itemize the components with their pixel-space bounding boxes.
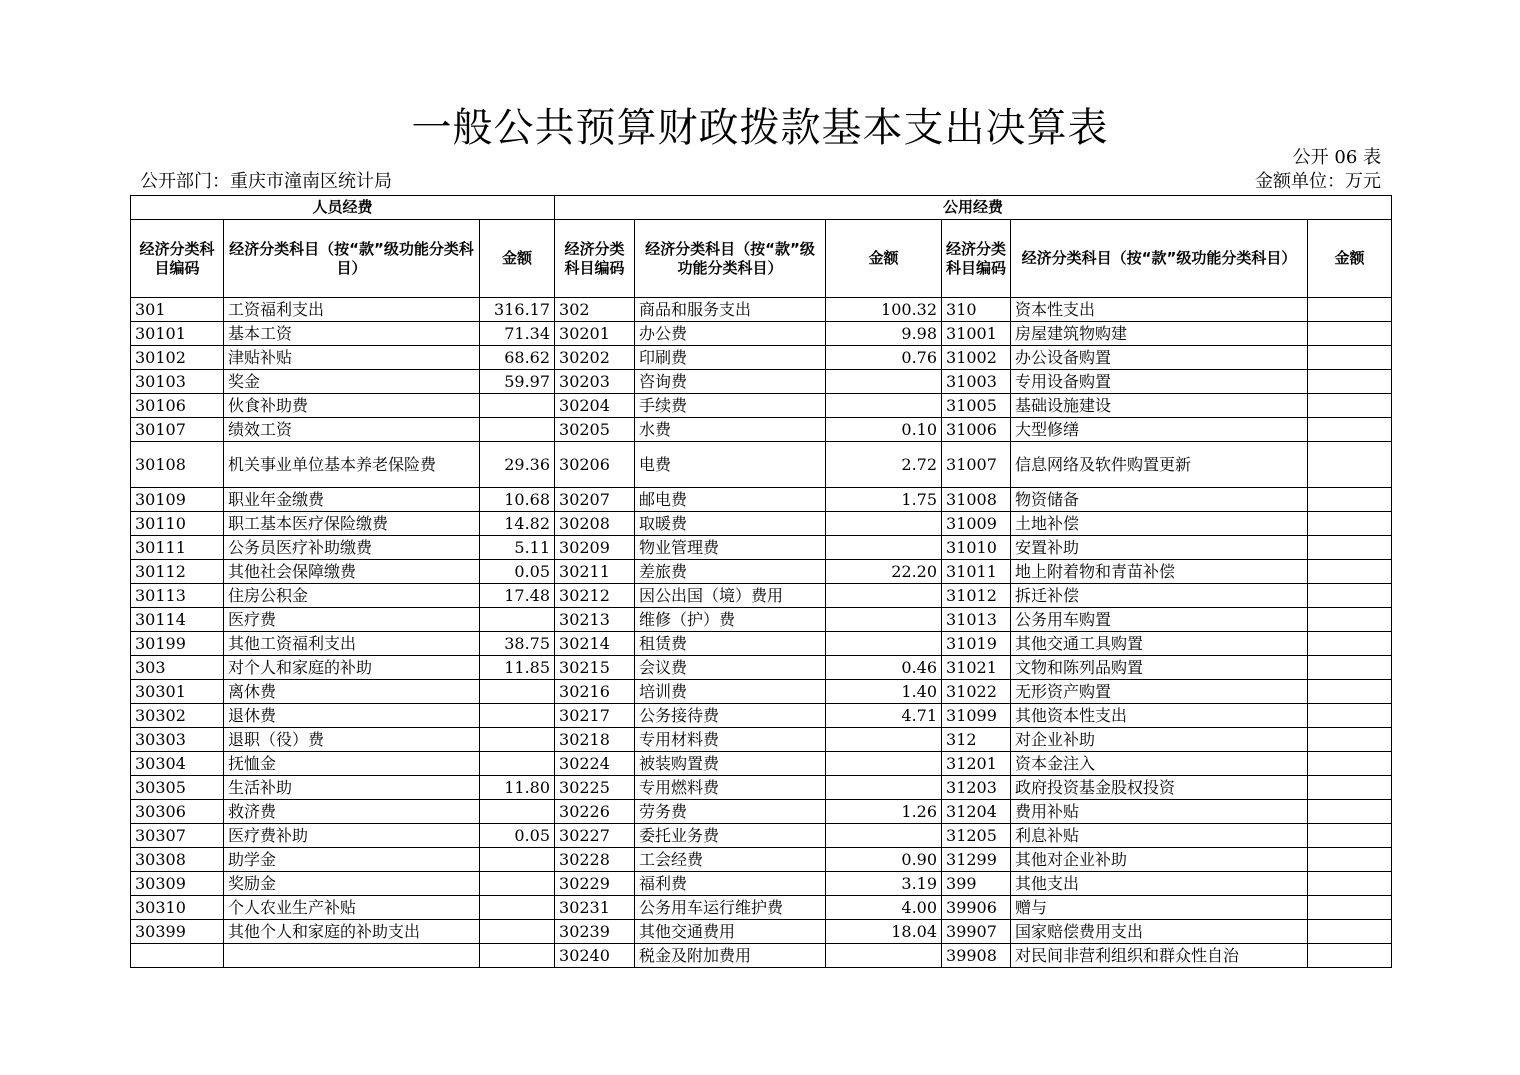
- cell-code: 30399: [131, 920, 224, 944]
- cell-code: 30215: [555, 656, 635, 680]
- cell-code: 30107: [131, 418, 224, 442]
- cell-amount: 71.34: [480, 322, 555, 346]
- cell-code: 30306: [131, 800, 224, 824]
- cell-code: 31011: [942, 560, 1011, 584]
- cell-amount: [1308, 394, 1392, 418]
- cell-amount: [1308, 632, 1392, 656]
- cell-amount: [826, 776, 942, 800]
- expenditure-table: [130, 195, 1392, 968]
- cell-amount: [1308, 656, 1392, 680]
- cell-name: 水费: [635, 418, 826, 442]
- column-header-name: 经济分类科目（按“款”级功能分类科目）: [224, 220, 480, 298]
- table-row: [131, 800, 1392, 824]
- table-row: [131, 536, 1392, 560]
- cell-amount: 29.36: [480, 442, 555, 488]
- cell-name: 医疗费: [224, 608, 480, 632]
- cell-code: 31099: [942, 704, 1011, 728]
- cell-name: 物资储备: [1011, 488, 1308, 512]
- cell-amount: [1308, 944, 1392, 968]
- cell-name: 基础设施建设: [1011, 394, 1308, 418]
- cell-code: 30307: [131, 824, 224, 848]
- table-row: [131, 298, 1392, 322]
- cell-name: 地上附着物和青苗补偿: [1011, 560, 1308, 584]
- cell-code: 30103: [131, 370, 224, 394]
- cell-name: 工资福利支出: [224, 298, 480, 322]
- cell-amount: [1308, 848, 1392, 872]
- cell-name: 办公费: [635, 322, 826, 346]
- cell-amount: 11.80: [480, 776, 555, 800]
- cell-amount: [826, 512, 942, 536]
- cell-amount: 9.98: [826, 322, 942, 346]
- cell-name: 伙食补助费: [224, 394, 480, 418]
- cell-amount: [1308, 560, 1392, 584]
- cell-name: 其他交通费用: [635, 920, 826, 944]
- cell-name: 其他工资福利支出: [224, 632, 480, 656]
- cell-name: 土地补偿: [1011, 512, 1308, 536]
- cell-code: 31007: [942, 442, 1011, 488]
- cell-name: 费用补贴: [1011, 800, 1308, 824]
- cell-amount: [1308, 704, 1392, 728]
- cell-name: 无形资产购置: [1011, 680, 1308, 704]
- cell-amount: [1308, 680, 1392, 704]
- cell-amount: 316.17: [480, 298, 555, 322]
- cell-amount: 0.46: [826, 656, 942, 680]
- cell-amount: [1308, 322, 1392, 346]
- cell-name: 房屋建筑物购建: [1011, 322, 1308, 346]
- cell-name: 物业管理费: [635, 536, 826, 560]
- cell-code: 31005: [942, 394, 1011, 418]
- cell-name: 文物和陈列品购置: [1011, 656, 1308, 680]
- cell-code: 30231: [555, 896, 635, 920]
- table-body: [131, 298, 1392, 968]
- table-row: [131, 394, 1392, 418]
- cell-name: 邮电费: [635, 488, 826, 512]
- cell-code: 30213: [555, 608, 635, 632]
- cell-name: 住房公积金: [224, 584, 480, 608]
- cell-code: 30204: [555, 394, 635, 418]
- cell-code: 30201: [555, 322, 635, 346]
- cell-amount: [1308, 920, 1392, 944]
- cell-code: 399: [942, 872, 1011, 896]
- cell-amount: 0.10: [826, 418, 942, 442]
- cell-name: 国家赔偿费用支出: [1011, 920, 1308, 944]
- cell-amount: [1308, 776, 1392, 800]
- cell-code: 301: [131, 298, 224, 322]
- cell-amount: [480, 608, 555, 632]
- cell-amount: 22.20: [826, 560, 942, 584]
- table-row: [131, 872, 1392, 896]
- cell-code: 31012: [942, 584, 1011, 608]
- cell-code: 30309: [131, 872, 224, 896]
- column-header-code: 经济分类科目编码: [555, 220, 635, 298]
- cell-amount: 3.19: [826, 872, 942, 896]
- cell-code: 30239: [555, 920, 635, 944]
- cell-amount: 0.05: [480, 560, 555, 584]
- table-row: [131, 752, 1392, 776]
- cell-amount: [480, 728, 555, 752]
- cell-name: 福利费: [635, 872, 826, 896]
- cell-name: 公务用车运行维护费: [635, 896, 826, 920]
- cell-amount: 0.90: [826, 848, 942, 872]
- table-row: [131, 944, 1392, 968]
- cell-code: 30226: [555, 800, 635, 824]
- cell-code: 30224: [555, 752, 635, 776]
- cell-name: 对个人和家庭的补助: [224, 656, 480, 680]
- cell-name: 政府投资基金股权投资: [1011, 776, 1308, 800]
- cell-code: 30310: [131, 896, 224, 920]
- cell-amount: [826, 824, 942, 848]
- cell-amount: [826, 728, 942, 752]
- cell-name: 电费: [635, 442, 826, 488]
- cell-name: 退休费: [224, 704, 480, 728]
- cell-code: 30205: [555, 418, 635, 442]
- cell-code: 31003: [942, 370, 1011, 394]
- cell-code: 30206: [555, 442, 635, 488]
- column-header-name: 经济分类科目（按“款”级功能分类科目）: [635, 220, 826, 298]
- column-header-amount: 金额: [1308, 220, 1392, 298]
- cell-code: 30227: [555, 824, 635, 848]
- cell-code: 302: [555, 298, 635, 322]
- cell-code: 31001: [942, 322, 1011, 346]
- cell-code: 303: [131, 656, 224, 680]
- table-row: [131, 680, 1392, 704]
- cell-amount: [1308, 370, 1392, 394]
- cell-name: 其他社会保障缴费: [224, 560, 480, 584]
- cell-code: 30301: [131, 680, 224, 704]
- table-row: [131, 584, 1392, 608]
- cell-amount: [1308, 488, 1392, 512]
- cell-amount: [480, 418, 555, 442]
- cell-code: 30225: [555, 776, 635, 800]
- cell-code: 30111: [131, 536, 224, 560]
- cell-code: 39906: [942, 896, 1011, 920]
- cell-amount: [480, 800, 555, 824]
- cell-name: 津贴补贴: [224, 346, 480, 370]
- page-title: 一般公共预算财政拨款基本支出决算表: [411, 105, 1109, 151]
- cell-amount: [826, 584, 942, 608]
- table-row: [131, 632, 1392, 656]
- cell-amount: [1308, 752, 1392, 776]
- table-row: [131, 322, 1392, 346]
- cell-amount: 11.85: [480, 656, 555, 680]
- table-row: [131, 442, 1392, 488]
- cell-amount: [826, 944, 942, 968]
- cell-amount: [480, 944, 555, 968]
- cell-name: 职业年金缴费: [224, 488, 480, 512]
- cell-amount: 68.62: [480, 346, 555, 370]
- cell-name: 会议费: [635, 656, 826, 680]
- cell-name: 资本金注入: [1011, 752, 1308, 776]
- unit-label: 金额单位：万元: [1255, 171, 1381, 192]
- cell-code: 31021: [942, 656, 1011, 680]
- column-header-code: 经济分类科目编码: [131, 220, 224, 298]
- cell-amount: [826, 632, 942, 656]
- cell-amount: 1.75: [826, 488, 942, 512]
- cell-code: 30199: [131, 632, 224, 656]
- cell-amount: [480, 680, 555, 704]
- cell-amount: 0.76: [826, 346, 942, 370]
- table-row: [131, 512, 1392, 536]
- column-header-name: 经济分类科目（按“款”级功能分类科目）: [1011, 220, 1308, 298]
- table-row: [131, 704, 1392, 728]
- cell-code: 30102: [131, 346, 224, 370]
- cell-name: 医疗费补助: [224, 824, 480, 848]
- cell-name: 基本工资: [224, 322, 480, 346]
- cell-amount: [480, 872, 555, 896]
- cell-code: 31204: [942, 800, 1011, 824]
- cell-amount: 17.48: [480, 584, 555, 608]
- cell-code: [131, 944, 224, 968]
- cell-name: 专用材料费: [635, 728, 826, 752]
- cell-amount: [826, 370, 942, 394]
- cell-amount: 18.04: [826, 920, 942, 944]
- cell-code: 31299: [942, 848, 1011, 872]
- cell-name: 差旅费: [635, 560, 826, 584]
- cell-name: 信息网络及软件购置更新: [1011, 442, 1308, 488]
- cell-name: 税金及附加费用: [635, 944, 826, 968]
- cell-code: 31010: [942, 536, 1011, 560]
- cell-name: 专用燃料费: [635, 776, 826, 800]
- cell-name: 拆迁补偿: [1011, 584, 1308, 608]
- cell-code: 30229: [555, 872, 635, 896]
- cell-amount: [1308, 824, 1392, 848]
- cell-amount: 4.71: [826, 704, 942, 728]
- column-header-amount: 金额: [826, 220, 942, 298]
- cell-amount: 38.75: [480, 632, 555, 656]
- cell-amount: [826, 752, 942, 776]
- cell-name: 公务接待费: [635, 704, 826, 728]
- cell-code: 30106: [131, 394, 224, 418]
- group-header-personnel: 人员经费: [131, 196, 555, 220]
- cell-code: 310: [942, 298, 1011, 322]
- table-row: [131, 346, 1392, 370]
- cell-name: 职工基本医疗保险缴费: [224, 512, 480, 536]
- cell-name: 办公设备购置: [1011, 346, 1308, 370]
- cell-name: 公务员医疗补助缴费: [224, 536, 480, 560]
- cell-amount: 100.32: [826, 298, 942, 322]
- cell-name: 手续费: [635, 394, 826, 418]
- cell-code: 30304: [131, 752, 224, 776]
- cell-amount: [480, 394, 555, 418]
- cell-name: 资本性支出: [1011, 298, 1308, 322]
- cell-name: 机关事业单位基本养老保险费: [224, 442, 480, 488]
- department-label: 公开部门：重庆市潼南区统计局: [140, 171, 392, 192]
- cell-name: 绩效工资: [224, 418, 480, 442]
- cell-name: 取暖费: [635, 512, 826, 536]
- table-row: [131, 824, 1392, 848]
- cell-code: 30203: [555, 370, 635, 394]
- cell-name: 工会经费: [635, 848, 826, 872]
- cell-name: 退职（役）费: [224, 728, 480, 752]
- cell-code: 30211: [555, 560, 635, 584]
- cell-amount: [1308, 800, 1392, 824]
- table-row: [131, 560, 1392, 584]
- table-row: [131, 896, 1392, 920]
- cell-code: 30112: [131, 560, 224, 584]
- cell-name: [224, 944, 480, 968]
- cell-name: 其他交通工具购置: [1011, 632, 1308, 656]
- cell-code: 30212: [555, 584, 635, 608]
- cell-name: 咨询费: [635, 370, 826, 394]
- cell-name: 利息补贴: [1011, 824, 1308, 848]
- cell-amount: [1308, 442, 1392, 488]
- cell-code: 39907: [942, 920, 1011, 944]
- cell-amount: [826, 608, 942, 632]
- group-header-public: 公用经费: [555, 196, 1392, 220]
- cell-code: 30305: [131, 776, 224, 800]
- cell-amount: [480, 896, 555, 920]
- cell-code: 30113: [131, 584, 224, 608]
- cell-amount: [1308, 536, 1392, 560]
- cell-name: 劳务费: [635, 800, 826, 824]
- cell-amount: [1308, 418, 1392, 442]
- cell-name: 因公出国（境）费用: [635, 584, 826, 608]
- cell-name: 奖励金: [224, 872, 480, 896]
- cell-amount: 2.72: [826, 442, 942, 488]
- cell-name: 离休费: [224, 680, 480, 704]
- cell-name: 其他资本性支出: [1011, 704, 1308, 728]
- cell-amount: 1.40: [826, 680, 942, 704]
- cell-amount: 5.11: [480, 536, 555, 560]
- cell-code: 31019: [942, 632, 1011, 656]
- cell-name: 助学金: [224, 848, 480, 872]
- cell-name: 商品和服务支出: [635, 298, 826, 322]
- cell-code: 312: [942, 728, 1011, 752]
- cell-code: 30217: [555, 704, 635, 728]
- cell-amount: [1308, 584, 1392, 608]
- cell-name: 抚恤金: [224, 752, 480, 776]
- cell-amount: [480, 920, 555, 944]
- cell-name: 公务用车购置: [1011, 608, 1308, 632]
- column-header-amount: 金额: [480, 220, 555, 298]
- cell-amount: [1308, 298, 1392, 322]
- cell-amount: [480, 752, 555, 776]
- cell-code: 31203: [942, 776, 1011, 800]
- cell-code: 30207: [555, 488, 635, 512]
- table-row: [131, 370, 1392, 394]
- table-row: [131, 488, 1392, 512]
- cell-code: 31201: [942, 752, 1011, 776]
- cell-code: 30214: [555, 632, 635, 656]
- cell-amount: 1.26: [826, 800, 942, 824]
- cell-code: 30303: [131, 728, 224, 752]
- cell-code: 30110: [131, 512, 224, 536]
- cell-amount: [1308, 608, 1392, 632]
- cell-name: 安置补助: [1011, 536, 1308, 560]
- cell-code: 30109: [131, 488, 224, 512]
- cell-code: 31006: [942, 418, 1011, 442]
- cell-amount: 14.82: [480, 512, 555, 536]
- cell-code: 30228: [555, 848, 635, 872]
- cell-name: 专用设备购置: [1011, 370, 1308, 394]
- cell-amount: [480, 848, 555, 872]
- cell-amount: 4.00: [826, 896, 942, 920]
- cell-amount: [1308, 728, 1392, 752]
- cell-amount: [1308, 512, 1392, 536]
- cell-name: 大型修缮: [1011, 418, 1308, 442]
- cell-amount: [1308, 346, 1392, 370]
- cell-amount: [480, 704, 555, 728]
- cell-amount: 0.05: [480, 824, 555, 848]
- cell-code: 30240: [555, 944, 635, 968]
- cell-code: 30218: [555, 728, 635, 752]
- cell-amount: 59.97: [480, 370, 555, 394]
- cell-code: 30108: [131, 442, 224, 488]
- cell-amount: [826, 394, 942, 418]
- cell-code: 30209: [555, 536, 635, 560]
- cell-name: 印刷费: [635, 346, 826, 370]
- cell-name: 维修（护）费: [635, 608, 826, 632]
- table-row: [131, 776, 1392, 800]
- cell-code: 31013: [942, 608, 1011, 632]
- cell-name: 生活补助: [224, 776, 480, 800]
- cell-code: 30208: [555, 512, 635, 536]
- cell-name: 其他个人和家庭的补助支出: [224, 920, 480, 944]
- cell-name: 培训费: [635, 680, 826, 704]
- table-row: [131, 920, 1392, 944]
- cell-code: 39908: [942, 944, 1011, 968]
- cell-code: 31008: [942, 488, 1011, 512]
- cell-code: 30216: [555, 680, 635, 704]
- table-number: 公开 06 表: [1292, 147, 1381, 168]
- cell-code: 30101: [131, 322, 224, 346]
- table-row: [131, 848, 1392, 872]
- cell-code: 30114: [131, 608, 224, 632]
- table-row: [131, 418, 1392, 442]
- cell-code: 31009: [942, 512, 1011, 536]
- table-row: [131, 728, 1392, 752]
- column-header-code: 经济分类科目编码: [942, 220, 1011, 298]
- cell-name: 委托业务费: [635, 824, 826, 848]
- cell-name: 其他对企业补助: [1011, 848, 1308, 872]
- cell-name: 对民间非营利组织和群众性自治: [1011, 944, 1308, 968]
- cell-code: 31205: [942, 824, 1011, 848]
- cell-name: 救济费: [224, 800, 480, 824]
- cell-name: 个人农业生产补贴: [224, 896, 480, 920]
- cell-name: 赠与: [1011, 896, 1308, 920]
- cell-amount: [826, 536, 942, 560]
- cell-code: 31002: [942, 346, 1011, 370]
- cell-amount: [1308, 872, 1392, 896]
- cell-name: 其他支出: [1011, 872, 1308, 896]
- table-row: [131, 656, 1392, 680]
- cell-name: 租赁费: [635, 632, 826, 656]
- cell-amount: [1308, 896, 1392, 920]
- table-row: [131, 608, 1392, 632]
- cell-amount: 10.68: [480, 488, 555, 512]
- cell-code: 30202: [555, 346, 635, 370]
- cell-code: 31022: [942, 680, 1011, 704]
- cell-code: 30302: [131, 704, 224, 728]
- cell-code: 30308: [131, 848, 224, 872]
- cell-name: 奖金: [224, 370, 480, 394]
- cell-name: 被装购置费: [635, 752, 826, 776]
- cell-name: 对企业补助: [1011, 728, 1308, 752]
